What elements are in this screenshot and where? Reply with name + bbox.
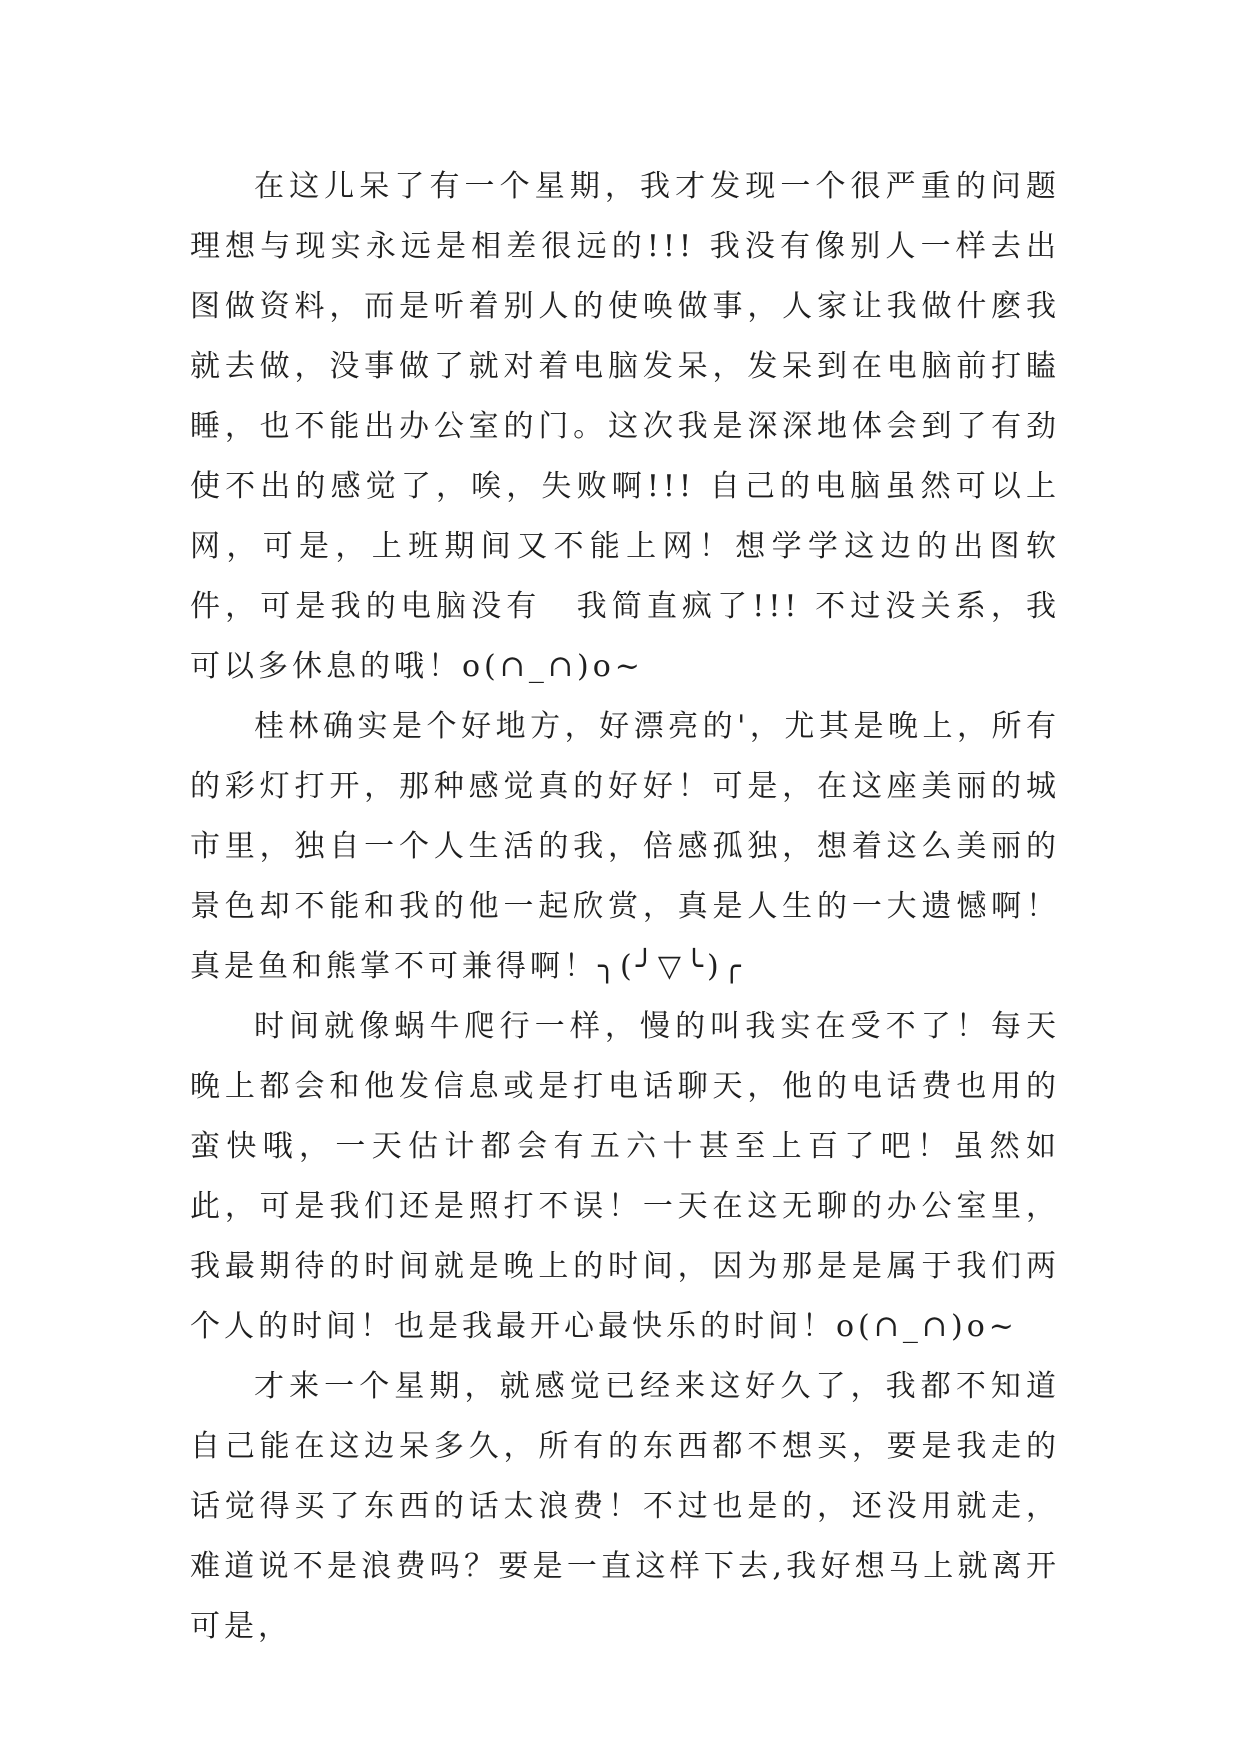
paragraph-3: 时间就像蜗牛爬行一样，慢的叫我实在受不了！每天晚上都会和他发信息或是打电话聊天，他的电话费也用的蛮快哦，一天估计都会有五六十甚至上百了吧！虽然如此，可是我们还是照打不误！一天在这无聊的办公室里，我最期待的时间就是晚上的时间，因为那是是属于我们两个人的时间！也是我最开心最快乐的时间！o(∩_∩)o~ (190, 1009, 1060, 1344)
document-body (190, 157, 1094, 1657)
paragraph-2: 桂林确实是个好地方，好漂亮的'，尤其是晚上，所有的彩灯打开，那种感觉真的好好！可是，在这座美丽的城市里，独自一个人生活的我，倍感孤独，想着这么美丽的景色却不能和我的他一起欣赏，真是人生的一大遗憾啊！真是鱼和熊掌不可兼得啊！╮(╯▽╰)╭ (190, 709, 1060, 984)
paragraph-1: 在这儿呆了有一个星期，我才发现一个很严重的问题理想与现实永远是相差很远的!!! 我没有像别人一样去出图做资料，而是听着别人的使唤做事，人家让我做什麽我就去做，没事做了就对着电脑发呆，发呆到在电脑前打瞌睡，也不能出办公室的门。这次我是深深地体会到了有劲使不出的感觉了，唉，失败啊!!! 自己的电脑虽然可以上网，可是，上班期间又不能上网！想学学这边的出图软件，可是我的电脑没有 我简直疯了!!! 不过没关系，我可以多休息的哦！o(∩_∩)o~ (190, 169, 1060, 684)
paragraph-4: 才来一个星期，就感觉已经来这好久了，我都不知道自己能在这边呆多久，所有的东西都不想买，要是我走的话觉得买了东西的话太浪费！不过也是的，还没用就走，难道说不是浪费吗？要是一直这样下去,我好想马上就离开 可是， (190, 1369, 1094, 1644)
